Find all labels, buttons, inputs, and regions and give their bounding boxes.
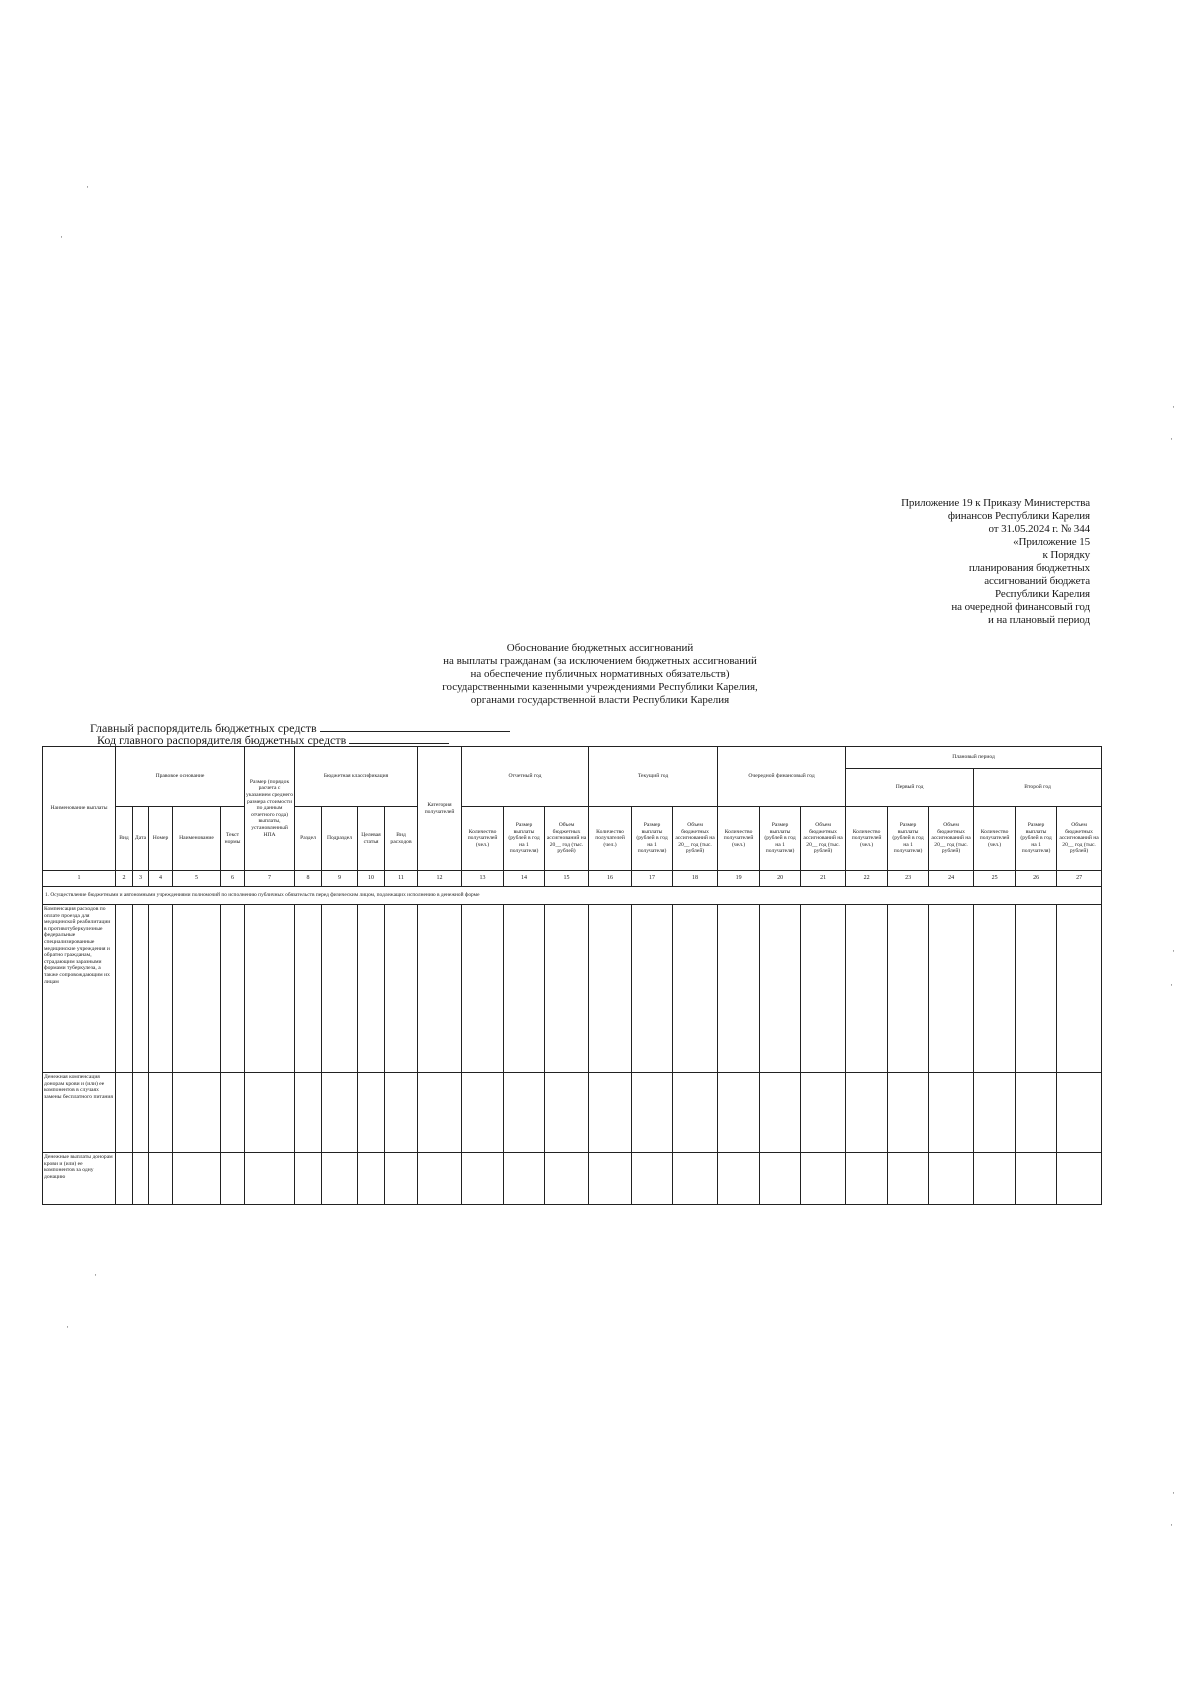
table-cell[interactable]: [888, 1073, 929, 1153]
appendix-header: [840, 497, 1090, 627]
scan-speck: ·: [1172, 402, 1175, 412]
appendix-line: Приложение 19 к Приказу Министерства: [901, 497, 1090, 509]
header-appropriation-volume: Объем бюджетных ассигнований на 20__ год (тыс. рублей): [673, 807, 718, 871]
table-cell[interactable]: [545, 1153, 589, 1205]
table-cell[interactable]: [718, 1073, 760, 1153]
table-cell[interactable]: [545, 905, 589, 1073]
appendix-line: Республики Карелия: [994, 588, 1090, 600]
payment-name: Компенсация расходов по оплате проезда для медицинской реабилитации в противотуберкулезные федеральные специализированные медицинские учреждения и обратно гражданам, страдающим заразными формами туберкулеза, а также сопровождающим их лицам: [43, 905, 116, 1073]
table-cell[interactable]: [888, 905, 929, 1073]
table-cell[interactable]: [245, 1073, 295, 1153]
scan-speck: ·: [86, 182, 89, 192]
table-cell[interactable]: [322, 1073, 358, 1153]
header-target-article: Целевая статья: [358, 807, 385, 871]
col-number: 25: [974, 871, 1016, 887]
col-number: 12: [418, 871, 462, 887]
table-cell[interactable]: [173, 905, 221, 1073]
table-cell[interactable]: [929, 905, 974, 1073]
table-cell[interactable]: [133, 1153, 149, 1205]
col-number: 3: [133, 871, 149, 887]
col-number: 18: [673, 871, 718, 887]
table-cell[interactable]: [1016, 905, 1057, 1073]
header-payment-size: Размер выплаты (рублей в год на 1 получателя): [760, 807, 801, 871]
col-number: 10: [358, 871, 385, 887]
table-cell[interactable]: [888, 1153, 929, 1205]
table-cell[interactable]: [760, 1153, 801, 1205]
header-payment-size: Размер выплаты (рублей в год на 1 получателя): [632, 807, 673, 871]
table-row: [43, 1153, 1102, 1205]
header-legal: Правовое основание: [116, 747, 245, 807]
table-cell[interactable]: [974, 1073, 1016, 1153]
table-cell[interactable]: [116, 905, 133, 1073]
table-cell[interactable]: [418, 905, 462, 1073]
header-category: Категория получателей: [418, 747, 462, 871]
table-cell[interactable]: [149, 1153, 173, 1205]
table-cell[interactable]: [632, 1073, 673, 1153]
table-cell[interactable]: [632, 905, 673, 1073]
appendix-line: от 31.05.2024 г. № 344: [988, 523, 1090, 535]
table-cell[interactable]: [846, 1153, 888, 1205]
table-cell[interactable]: [801, 905, 846, 1073]
appendix-line: ассигнований бюджета: [984, 575, 1090, 587]
title-line: на обеспечение публичных нормативных обязательств): [470, 668, 730, 680]
scan-speck: ·: [60, 232, 63, 242]
appendix-line: финансов Республики Карелия: [947, 510, 1090, 522]
document-title: [380, 642, 820, 707]
main-manager-blank[interactable]: [320, 721, 510, 732]
table-cell[interactable]: [385, 1153, 418, 1205]
header-recipients-count: Количество получателей (чел.): [462, 807, 504, 871]
table-cell[interactable]: [589, 905, 632, 1073]
table-cell[interactable]: [1016, 1153, 1057, 1205]
title-line: на выплаты гражданам (за исключением бюджетных ассигнований: [443, 655, 757, 667]
table-row: [43, 1073, 1102, 1153]
table-cell[interactable]: [385, 1073, 418, 1153]
appendix-line: «Приложение 15: [1013, 536, 1090, 548]
header-section: Раздел: [295, 807, 322, 871]
table-cell[interactable]: [1057, 905, 1102, 1073]
header-report-year: Отчетный год: [462, 747, 589, 807]
table-cell[interactable]: [462, 1073, 504, 1153]
table-cell[interactable]: [632, 1153, 673, 1205]
col-number: 13: [462, 871, 504, 887]
table-cell[interactable]: [1016, 1073, 1057, 1153]
col-number: 27: [1057, 871, 1102, 887]
header-payment-size: Размер выплаты (рублей в год на 1 получателя): [504, 807, 545, 871]
table-cell[interactable]: [245, 1153, 295, 1205]
title-line: органами государственной власти Республики Карелия: [470, 694, 730, 706]
manager-code-field: [97, 733, 449, 747]
table-cell[interactable]: [1057, 1153, 1102, 1205]
col-number: 19: [718, 871, 760, 887]
header-plan-period: Плановый период: [846, 747, 1102, 769]
table-cell[interactable]: [504, 1153, 545, 1205]
manager-code-blank[interactable]: [349, 733, 449, 744]
table-cell[interactable]: [322, 1153, 358, 1205]
table-cell[interactable]: [801, 1073, 846, 1153]
table-cell[interactable]: [322, 905, 358, 1073]
appendix-line: планирования бюджетных: [968, 562, 1090, 574]
header-payment-size: Размер выплаты (рублей в год на 1 получателя): [888, 807, 929, 871]
scan-speck: ·: [1170, 434, 1173, 444]
table-cell[interactable]: [718, 905, 760, 1073]
header-first-year: Первый год: [846, 769, 974, 807]
column-numbers-row: [43, 871, 1102, 887]
table-cell[interactable]: [116, 1073, 133, 1153]
header-appropriation-volume: Объем бюджетных ассигнований на 20__ год (тыс. рублей): [929, 807, 974, 871]
table-cell[interactable]: [589, 1153, 632, 1205]
col-number: 21: [801, 871, 846, 887]
table-cell[interactable]: [974, 1153, 1016, 1205]
header-budget-class: Бюджетная классификация: [295, 747, 418, 807]
header-legal-date: Дата: [133, 807, 149, 871]
section-title: 1. Осуществление бюджетными и автономными учреждениями полномочий по исполнению публичных обязательств перед физическим лицом, подлежащих исполнению в денежной форме: [43, 887, 1102, 905]
col-number: 11: [385, 871, 418, 887]
col-number: 23: [888, 871, 929, 887]
table-cell[interactable]: [295, 905, 322, 1073]
payment-name: Денежная компенсация донорам крови и (или) ее компонентов в случаях замены бесплатного питания: [43, 1073, 116, 1153]
table-cell[interactable]: [418, 1073, 462, 1153]
table-cell[interactable]: [504, 1073, 545, 1153]
header-second-year: Второй год: [974, 769, 1102, 807]
table-cell[interactable]: [418, 1153, 462, 1205]
header-name: Наименование выплаты: [43, 747, 116, 871]
manager-code-label: Код главного распорядителя бюджетных средств: [97, 733, 347, 747]
col-number: 24: [929, 871, 974, 887]
table-cell[interactable]: [462, 905, 504, 1073]
col-number: 1: [43, 871, 116, 887]
scan-speck: ·: [1172, 946, 1175, 956]
table-cell[interactable]: [358, 1073, 385, 1153]
table-cell[interactable]: [173, 1073, 221, 1153]
table-cell[interactable]: [149, 1073, 173, 1153]
payment-name: Денежные выплаты донорам крови и (или) ее компонентов за одну донацию: [43, 1153, 116, 1205]
col-number: 20: [760, 871, 801, 887]
table-cell[interactable]: [929, 1153, 974, 1205]
table-cell[interactable]: [173, 1153, 221, 1205]
table-cell[interactable]: [221, 1153, 245, 1205]
col-number: 15: [545, 871, 589, 887]
appendix-line: на очередной финансовый год: [951, 601, 1090, 613]
table-cell[interactable]: [295, 1153, 322, 1205]
title-line: государственными казенными учреждениями Республики Карелия,: [442, 681, 758, 693]
table-cell[interactable]: [116, 1153, 133, 1205]
table-cell[interactable]: [1057, 1073, 1102, 1153]
table-cell[interactable]: [545, 1073, 589, 1153]
appendix-line: и на плановый период: [988, 614, 1090, 626]
scan-speck: ·: [66, 1322, 69, 1332]
col-number: 6: [221, 871, 245, 887]
table-row: [43, 905, 1102, 1073]
col-number: 17: [632, 871, 673, 887]
table-cell[interactable]: [462, 1153, 504, 1205]
col-number: 26: [1016, 871, 1057, 887]
header-legal-text: Текст нормы: [221, 807, 245, 871]
header-expense-type: Вид расходов: [385, 807, 418, 871]
col-number: 4: [149, 871, 173, 887]
table-cell[interactable]: [133, 905, 149, 1073]
table-cell[interactable]: [133, 1073, 149, 1153]
col-number: 14: [504, 871, 545, 887]
col-number: 2: [116, 871, 133, 887]
header-legal-title: Наименование: [173, 807, 221, 871]
col-number: 8: [295, 871, 322, 887]
table-cell[interactable]: [221, 1073, 245, 1153]
table-cell[interactable]: [760, 905, 801, 1073]
table-cell[interactable]: [295, 1073, 322, 1153]
col-number: 5: [173, 871, 221, 887]
table-cell[interactable]: [589, 1073, 632, 1153]
table-cell[interactable]: [149, 905, 173, 1073]
header-subsection: Подраздел: [322, 807, 358, 871]
header-next-year: Очередной финансовый год: [718, 747, 846, 807]
table-cell[interactable]: [974, 905, 1016, 1073]
table-cell[interactable]: [673, 905, 718, 1073]
scan-speck: ·: [1170, 1520, 1173, 1530]
scan-speck: ·: [94, 1270, 97, 1280]
table-cell[interactable]: [673, 1153, 718, 1205]
table-cell[interactable]: [846, 1073, 888, 1153]
table-cell[interactable]: [929, 1073, 974, 1153]
table-cell[interactable]: [846, 905, 888, 1073]
header-appropriation-volume: Объем бюджетных ассигнований на 20__ год (тыс. рублей): [1057, 807, 1102, 871]
header-recipients-count: Количество получателей (чел.): [589, 807, 632, 871]
col-number: 7: [245, 871, 295, 887]
header-current-year: Текущий год: [589, 747, 718, 807]
header-recipients-count: Количество получателей (чел.): [974, 807, 1016, 871]
header-size: Размер (порядок расчета с указанием среднего размера стоимости по данным отчетного года) выплаты, установленный НПА: [245, 747, 295, 871]
col-number: 16: [589, 871, 632, 887]
scan-speck: ·: [1170, 980, 1173, 990]
appendix-line: к Порядку: [1042, 549, 1090, 561]
header-recipients-count: Количество получателей (чел.): [846, 807, 888, 871]
table-cell[interactable]: [504, 905, 545, 1073]
header-legal-number: Номер: [149, 807, 173, 871]
main-manager-label: Главный распорядитель бюджетных средств: [90, 721, 317, 735]
header-appropriation-volume: Объем бюджетных ассигнований на 20__ год (тыс. рублей): [545, 807, 589, 871]
col-number: 9: [322, 871, 358, 887]
table-cell[interactable]: [673, 1073, 718, 1153]
header-payment-size: Размер выплаты (рублей в год на 1 получателя): [1016, 807, 1057, 871]
appropriations-table: [42, 746, 1102, 1205]
table-cell[interactable]: [358, 905, 385, 1073]
title-line: Обоснование бюджетных ассигнований: [506, 642, 694, 654]
header-recipients-count: Количество получателей (чел.): [718, 807, 760, 871]
table-cell[interactable]: [760, 1073, 801, 1153]
table-cell[interactable]: [718, 1153, 760, 1205]
header-legal-type: Вид: [116, 807, 133, 871]
table-cell[interactable]: [801, 1153, 846, 1205]
table-cell[interactable]: [245, 905, 295, 1073]
header-appropriation-volume: Объем бюджетных ассигнований на 20__ год (тыс. рублей): [801, 807, 846, 871]
col-number: 22: [846, 871, 888, 887]
table-cell[interactable]: [358, 1153, 385, 1205]
table-cell[interactable]: [221, 905, 245, 1073]
scan-speck: ·: [1172, 1488, 1175, 1498]
table-cell[interactable]: [385, 905, 418, 1073]
